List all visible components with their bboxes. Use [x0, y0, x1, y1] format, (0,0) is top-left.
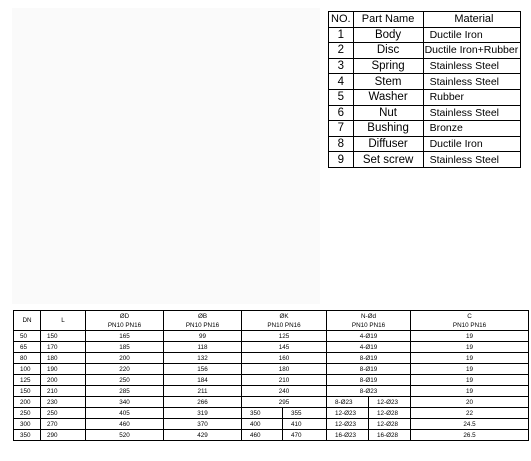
- cell-ok: 145: [242, 342, 327, 353]
- dims-row: [14, 419, 529, 430]
- cell-ok: 295: [242, 397, 327, 408]
- parts-row: [329, 105, 521, 121]
- parts-row: [329, 121, 521, 137]
- part-no: 4: [329, 74, 354, 90]
- part-material: Stainless Steel: [423, 58, 521, 74]
- drawing-area: [12, 8, 320, 304]
- parts-row: [329, 74, 521, 90]
- part-no: 5: [329, 89, 354, 105]
- cell-l: 270: [41, 419, 86, 430]
- part-name: Nut: [353, 105, 423, 121]
- cell-od: 460: [86, 419, 164, 430]
- header-ok: [242, 311, 327, 331]
- header-c: [411, 311, 529, 331]
- part-material: Ductile Iron+Rubber: [423, 43, 521, 59]
- cell-l: 250: [41, 408, 86, 419]
- cell-l: 190: [41, 364, 86, 375]
- dims-row: [14, 408, 529, 419]
- dims-row: [14, 353, 529, 364]
- cell-ok: 180: [242, 364, 327, 375]
- header-ob: [164, 311, 242, 331]
- cell-c: 19: [411, 375, 529, 386]
- part-name: Bushing: [353, 121, 423, 137]
- cell-nd: 8-Ø19: [327, 353, 411, 364]
- cell-od: 220: [86, 364, 164, 375]
- header-ok-label: ØK: [279, 312, 289, 320]
- cell-c: 19: [411, 364, 529, 375]
- cell-dn: 350: [14, 430, 41, 441]
- header-nd-pn: PN10 PN16: [351, 321, 386, 329]
- cell-c: 19: [411, 342, 529, 353]
- cell-l: 290: [41, 430, 86, 441]
- parts-row: [329, 89, 521, 105]
- cell-ok-pn16: 470: [283, 430, 327, 441]
- cell-nd: 4-Ø19: [327, 342, 411, 353]
- header-dn: DN: [14, 311, 41, 331]
- dims-row: [14, 375, 529, 386]
- parts-table: [328, 11, 521, 168]
- header-nd: [327, 311, 411, 331]
- part-name: Spring: [353, 58, 423, 74]
- dims-row: [14, 386, 529, 397]
- cell-dn: 80: [14, 353, 41, 364]
- cell-ob: 429: [164, 430, 242, 441]
- cell-od: 200: [86, 353, 164, 364]
- cell-l: 170: [41, 342, 86, 353]
- cell-c: 24.5: [411, 419, 529, 430]
- parts-row: [329, 58, 521, 74]
- cell-nd: 8-Ø23: [327, 386, 411, 397]
- header-c-label: C: [467, 312, 472, 320]
- cell-l: 150: [41, 331, 86, 342]
- cell-l: 200: [41, 375, 86, 386]
- part-no: 7: [329, 121, 354, 137]
- dims-row: [14, 364, 529, 375]
- cell-ob: 266: [164, 397, 242, 408]
- cell-od: 165: [86, 331, 164, 342]
- part-material: Rubber: [423, 89, 521, 105]
- cell-c: 19: [411, 353, 529, 364]
- part-name: Stem: [353, 74, 423, 90]
- cell-od: 185: [86, 342, 164, 353]
- cell-nd-pn16: 12-Ø28: [369, 419, 411, 430]
- part-material: Stainless Steel: [423, 105, 521, 121]
- cell-nd-pn16: 16-Ø28: [369, 430, 411, 441]
- part-material: Ductile Iron: [423, 27, 521, 43]
- dims-row: [14, 397, 529, 408]
- cell-c: 19: [411, 386, 529, 397]
- part-name: Body: [353, 27, 423, 43]
- cell-dn: 50: [14, 331, 41, 342]
- cell-ob: 319: [164, 408, 242, 419]
- header-ob-pn: PN10 PN16: [185, 321, 220, 329]
- cell-nd-pn16: 12-Ø28: [369, 408, 411, 419]
- cell-nd: 8-Ø19: [327, 375, 411, 386]
- cell-ok-pn10: 400: [242, 419, 283, 430]
- part-name: Diffuser: [353, 136, 423, 152]
- cell-dn: 300: [14, 419, 41, 430]
- header-od: [86, 311, 164, 331]
- cell-od: 285: [86, 386, 164, 397]
- cell-ob: 99: [164, 331, 242, 342]
- cell-ok-pn10: 350: [242, 408, 283, 419]
- cell-l: 210: [41, 386, 86, 397]
- header-od-pn: PN10 PN16: [107, 321, 142, 329]
- cell-nd-pn10: 12-Ø23: [327, 419, 369, 430]
- cell-nd: 8-Ø19: [327, 364, 411, 375]
- cell-ob: 132: [164, 353, 242, 364]
- cell-dn: 250: [14, 408, 41, 419]
- cell-l: 230: [41, 397, 86, 408]
- cell-dn: 65: [14, 342, 41, 353]
- cell-l: 180: [41, 353, 86, 364]
- cell-dn: 200: [14, 397, 41, 408]
- dims-row: [14, 331, 529, 342]
- cell-c: 22: [411, 408, 529, 419]
- cell-ok: 210: [242, 375, 327, 386]
- cell-dn: 100: [14, 364, 41, 375]
- cell-c: 26.5: [411, 430, 529, 441]
- header-c-pn: PN10 PN16: [452, 321, 487, 329]
- header-ob-label: ØB: [197, 312, 208, 320]
- cell-dn: 125: [14, 375, 41, 386]
- cell-od: 250: [86, 375, 164, 386]
- part-name: Disc: [353, 43, 423, 59]
- part-material: Bronze: [423, 121, 521, 137]
- header-nd-label: N-Ød: [361, 312, 377, 320]
- dims-header-row: [14, 311, 529, 331]
- cell-ok-pn16: 410: [283, 419, 327, 430]
- header-part-name: Part Name: [353, 12, 423, 28]
- cell-c: 19: [411, 331, 529, 342]
- cell-c: 20: [411, 397, 529, 408]
- cell-nd: 4-Ø19: [327, 331, 411, 342]
- part-material: Stainless Steel: [423, 74, 521, 90]
- cell-ob: 184: [164, 375, 242, 386]
- header-ok-pn: PN10 PN16: [267, 321, 301, 329]
- cell-ok-pn16: 355: [283, 408, 327, 419]
- cell-od: 405: [86, 408, 164, 419]
- cell-ok: 160: [242, 353, 327, 364]
- header-no: NO.: [329, 12, 354, 28]
- parts-header-row: [329, 12, 521, 28]
- parts-row: [329, 43, 521, 59]
- cell-ob: 118: [164, 342, 242, 353]
- part-no: 3: [329, 58, 354, 74]
- cell-dn: 150: [14, 386, 41, 397]
- cell-ob: 156: [164, 364, 242, 375]
- cell-od: 520: [86, 430, 164, 441]
- parts-row: [329, 136, 521, 152]
- parts-row: [329, 152, 521, 168]
- dims-row: [14, 430, 529, 441]
- cell-nd-pn10: 16-Ø23: [327, 430, 369, 441]
- cell-ok: 125: [242, 331, 327, 342]
- header-material: Material: [423, 12, 521, 28]
- part-no: 9: [329, 152, 354, 168]
- parts-row: [329, 27, 521, 43]
- cell-nd-pn10: 12-Ø23: [327, 408, 369, 419]
- cell-ok: 240: [242, 386, 327, 397]
- cell-ob: 370: [164, 419, 242, 430]
- part-material: Ductile Iron: [423, 136, 521, 152]
- dims-row: [14, 342, 529, 353]
- header-l: L: [41, 311, 86, 331]
- cell-ob: 211: [164, 386, 242, 397]
- part-no: 1: [329, 27, 354, 43]
- cell-nd-pn16: 12-Ø23: [369, 397, 411, 408]
- cell-ok-pn10: 460: [242, 430, 283, 441]
- header-od-label: ØD: [119, 312, 130, 320]
- part-no: 8: [329, 136, 354, 152]
- part-no: 2: [329, 43, 354, 59]
- part-name: Set screw: [353, 152, 423, 168]
- cell-od: 340: [86, 397, 164, 408]
- part-material: Stainless Steel: [423, 152, 521, 168]
- cell-nd-pn10: 8-Ø23: [327, 397, 369, 408]
- part-no: 6: [329, 105, 354, 121]
- part-name: Washer: [353, 89, 423, 105]
- dimensions-table: [13, 310, 529, 441]
